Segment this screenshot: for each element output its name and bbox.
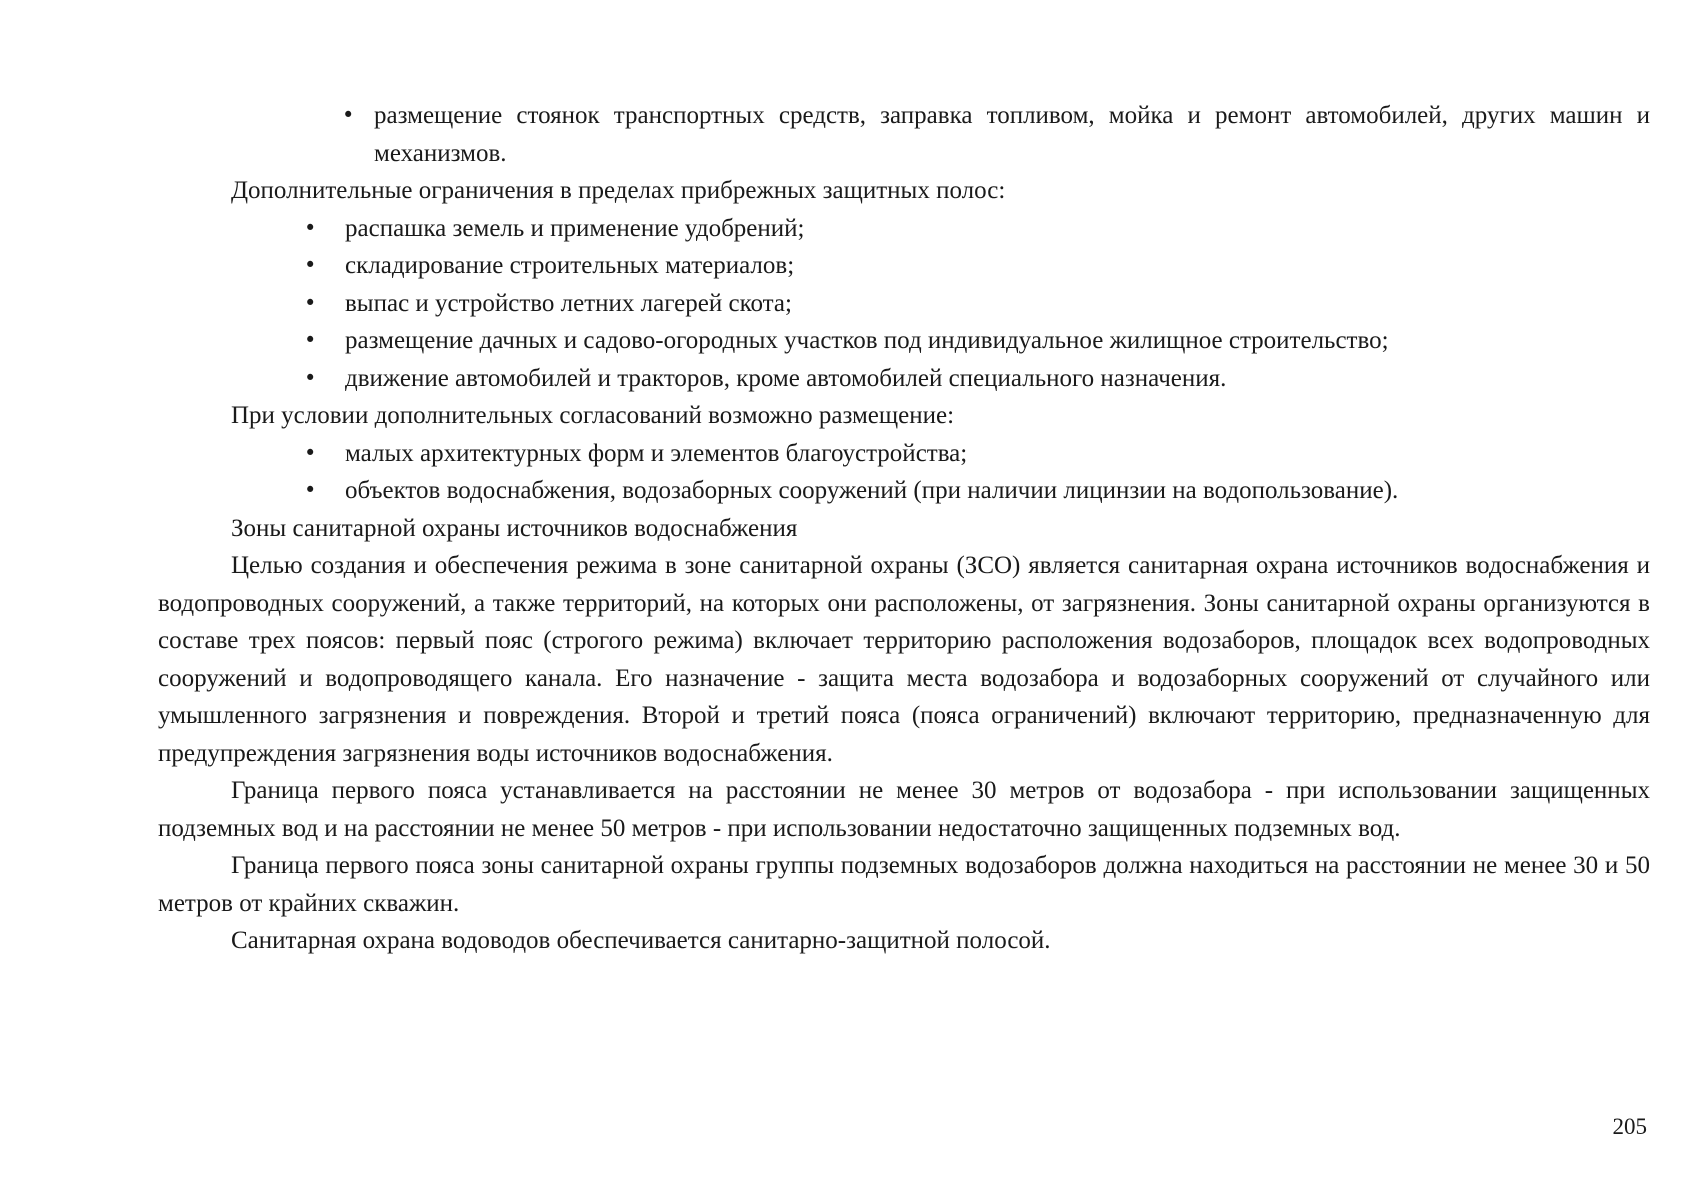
page-body [158, 97, 1650, 960]
list-item-text: выпас и устройство летних лагерей скота; [345, 289, 792, 317]
list-item [158, 360, 1650, 398]
bullet-icon: • [304, 440, 317, 465]
bullet-icon: • [342, 103, 355, 127]
section-heading-zones: Зоны санитарной охраны источников водоснабжения [231, 514, 798, 542]
paragraph-conditions: При условии дополнительных согласований возможно размещение: [231, 402, 955, 429]
bullet-icon: • [304, 365, 317, 390]
list-item-text: складирование строительных материалов; [345, 252, 795, 279]
list-item [158, 322, 1650, 360]
paragraph-group-border: Граница первого пояса зоны санитарной охраны группы подземных водозаборов должна находиться на расстоянии не менее 30 и 50 метров от крайних скважин. [158, 852, 1650, 917]
list-item-text: размещение дачных и садово-огородных участков под индивидуальное жилищное строительство; [345, 327, 1389, 354]
bullet-icon: • [304, 215, 317, 240]
bullet-icon: • [304, 478, 317, 502]
paragraph-sanitary-strip: Санитарная охрана водоводов обеспечивается санитарно-защитной полосой. [231, 927, 1051, 954]
list-item-text: движение автомобилей и тракторов, кроме автомобилей специального назначения. [345, 364, 1227, 392]
list-item [158, 285, 1650, 323]
bullet-icon: • [304, 328, 317, 352]
list-item [158, 472, 1650, 510]
list-item [158, 247, 1650, 285]
list-item-text: малых архитектурных форм и элементов благоустройства; [345, 439, 968, 467]
paragraph-first-belt-border: Граница первого пояса устанавливается на расстоянии не менее 30 метров от водозабора - при использовании защищенных подземных вод и на расстоянии не менее 50 метров - при использовании недостаточно защищенных подземных вод. [158, 777, 1650, 842]
paragraph-additional-restrictions: Дополнительные ограничения в пределах прибрежных защитных полос: [231, 177, 1006, 204]
bullet-icon: • [304, 290, 317, 315]
list-item-text: размещение стоянок транспортных средств, заправка топливом, мойка и ремонт автомобилей, других машин и механизмов. [374, 102, 1650, 167]
bullet-list-additional [158, 210, 1650, 398]
list-item [158, 435, 1650, 473]
bullet-icon: • [304, 253, 317, 277]
bullet-list-conditions [158, 435, 1650, 510]
list-item [158, 97, 1650, 172]
list-item-text: объектов водоснабжения, водозаборных сооружений (при наличии лицинзии на водопользование). [345, 477, 1399, 504]
paragraph-goal: Целью создания и обеспечения режима в зоне санитарной охраны (ЗСО) является санитарная охрана источников водоснабжения и водопроводных сооружений, а также территорий, на которых они расположены, от загрязнения. Зоны санитарной охраны организуются в составе трех поясов: первый пояс (строгого режима) включает территорию расположения водозаборов, площадок всех водопроводных сооружений и водопроводящего канала. Его назначение - защита места водозабора и водозаборных сооружений от случайного или умышленного загрязнения и повреждения. Второй и третий пояса (пояса ограничений) включают территорию, предназначенную для предупреждения загрязнения воды источников водоснабжения. [158, 552, 1650, 767]
page-number: 205 [1612, 1114, 1647, 1139]
bullet-list-top [158, 97, 1650, 172]
list-item [158, 210, 1650, 248]
list-item-text: распашка земель и применение удобрений; [345, 214, 805, 242]
